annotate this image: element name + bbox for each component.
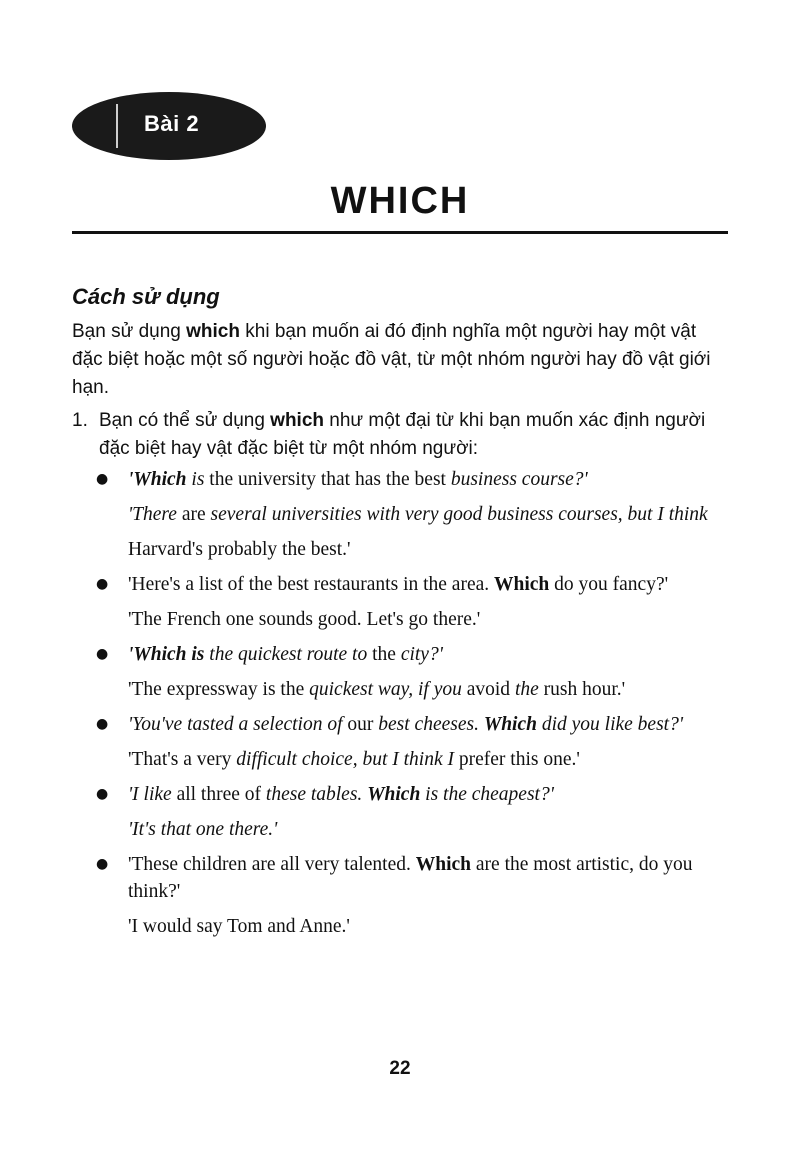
- example-answer: 'I would say Tom and Anne.': [128, 916, 350, 937]
- example-question: 'Which is the university that has the best business course?': [128, 469, 588, 490]
- list-item: [92, 711, 732, 773]
- section-heading: Cách sử dụng: [72, 284, 220, 309]
- badge-divider: [116, 104, 118, 148]
- example-answer: 'The French one sounds good. Let's go there.': [128, 609, 481, 630]
- list-item: [92, 851, 732, 940]
- lesson-badge: [72, 92, 266, 160]
- example-answer-cont: Harvard's probably the best.': [128, 539, 351, 560]
- list-item: [92, 466, 732, 563]
- title-rule: [72, 231, 728, 234]
- list-item: [92, 641, 732, 703]
- example-answer: 'The expressway is the quickest way, if you avoid the rush hour.': [128, 679, 626, 700]
- example-question: 'These children are all very talented. Which are the most artistic, do you think?': [128, 854, 693, 902]
- example-answer: 'It's that one there.': [128, 819, 278, 840]
- example-question: 'Which is the quickest route to the city?': [128, 644, 443, 665]
- list-item: [92, 781, 732, 843]
- page-number: 22: [389, 1058, 411, 1079]
- point-number: 1.: [72, 410, 88, 431]
- examples-list: [92, 466, 732, 948]
- example-answer: 'There are several universities with very good business courses, but I think: [128, 504, 708, 525]
- example-question: 'You've tasted a selection of our best cheeses. Which did you like best?': [128, 714, 684, 735]
- bullet-icon: ●: [96, 716, 109, 732]
- bullet-icon: ●: [96, 856, 109, 872]
- example-question: 'I like all three of these tables. Which is the cheapest?': [128, 784, 554, 805]
- example-answer: 'That's a very difficult choice, but I think I prefer this one.': [128, 749, 580, 770]
- point-text: Bạn có thể sử dụng which như một đại từ khi bạn muốn xác định người đặc biệt hay vật đặc biệt từ một nhóm người:: [99, 410, 706, 459]
- bullet-icon: ●: [96, 646, 109, 662]
- lesson-badge-label: Bài 2: [144, 111, 200, 136]
- bullet-icon: ●: [96, 576, 109, 592]
- example-question: 'Here's a list of the best restaurants in the area. Which do you fancy?': [128, 574, 669, 595]
- page-title: WHICH: [330, 180, 470, 222]
- numbered-point-1: [72, 407, 732, 463]
- bullet-icon: ●: [96, 471, 109, 487]
- list-item: [92, 571, 732, 633]
- intro-paragraph: Bạn sử dụng which khi bạn muốn ai đó định nghĩa một người hay một vật đặc biệt hoặc một số người hoặc đồ vật, từ một nhóm người hay đồ vật giới hạn.: [72, 321, 711, 398]
- bullet-icon: ●: [96, 786, 109, 802]
